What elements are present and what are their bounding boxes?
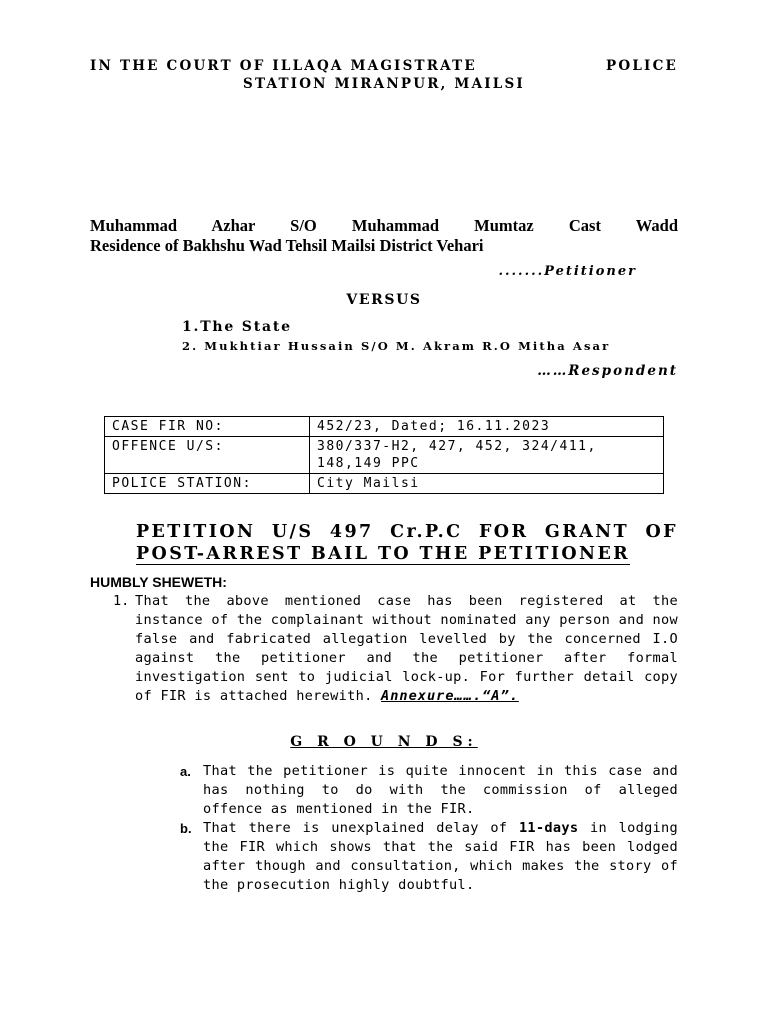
court-police: POLICE <box>606 58 678 74</box>
ground-text: That the petitioner is quite innocent in this case and has nothing to do with the commission of alleged offence as mentioned in the FIR. <box>203 763 678 817</box>
ground-text-after: in lodging the FIR which shows that the said FIR has been lodged after though and consultation, which makes the story of the prosecution highly doubtful. <box>203 820 679 893</box>
ground-item-a <box>180 762 678 819</box>
table-row <box>105 474 664 494</box>
case-details-table <box>104 416 664 494</box>
table-cell-key: OFFENCE U/S: <box>105 437 310 474</box>
humbly-sheweth-heading: HUMBLY SHEWETH: <box>90 574 227 590</box>
ground-marker: b. <box>180 821 192 836</box>
ground-item-b <box>180 819 678 895</box>
versus-heading: VERSUS <box>346 292 422 308</box>
petitioner-label: .......Petitioner <box>498 264 637 279</box>
petitioner-line1: Muhammad Azhar S/O Muhammad Mumtaz Cast Wadd <box>90 216 678 235</box>
grounds-heading-text: G R O U N D S: <box>290 734 478 750</box>
respondent-item-1: 1.The State <box>182 319 292 335</box>
ground-text-before: That there is unexplained delay of <box>203 820 519 836</box>
annexure-reference: Annexure…….“A”. <box>381 688 519 704</box>
table-cell-value: City Mailsi <box>310 474 664 494</box>
table-cell-key: POLICE STATION: <box>105 474 310 494</box>
table-cell-key: CASE FIR NO: <box>105 417 310 437</box>
paragraph-text <box>135 592 678 706</box>
ground-marker: a. <box>180 764 191 779</box>
delay-days: 11-days <box>518 820 579 836</box>
paragraph-1 <box>113 592 678 706</box>
table-cell-value: 452/23, Dated; 16.11.2023 <box>310 417 664 437</box>
table-row <box>105 437 664 474</box>
court-heading-line2: STATION MIRANPUR, MAILSI <box>243 76 525 92</box>
ground-text <box>203 819 678 895</box>
respondent-label: ……Respondent <box>537 363 678 379</box>
petition-title-line2: POST-ARREST BAIL TO THE PETITIONER <box>136 544 631 564</box>
petition-title-line1: PETITION U/S 497 Cr.P.C FOR GRANT OF <box>136 522 678 542</box>
paragraph-body: That the above mentioned case has been registered at the instance of the complainant without nominated any person and now false and fabricated allegation levelled by the concerned I.O against the petitioner and the petitioner after formal investigation sent to judicial lock-up. For further detail copy of FIR is attached herewith. <box>135 593 678 704</box>
paragraph-number: 1. <box>113 593 130 609</box>
grounds-heading <box>0 734 768 750</box>
table-row <box>105 417 664 437</box>
respondent-item-2: 2. Mukhtiar Hussain S/O M. Akram R.O Mitha Asar <box>182 339 611 353</box>
table-cell-value: 380/337-H2, 427, 452, 324/411, 148,149 PPC <box>310 437 664 474</box>
court-name: IN THE COURT OF ILLAQA MAGISTRATE <box>90 58 477 74</box>
petitioner-line2: Residence of Bakhshu Wad Tehsil Mailsi District Vehari <box>90 236 484 255</box>
